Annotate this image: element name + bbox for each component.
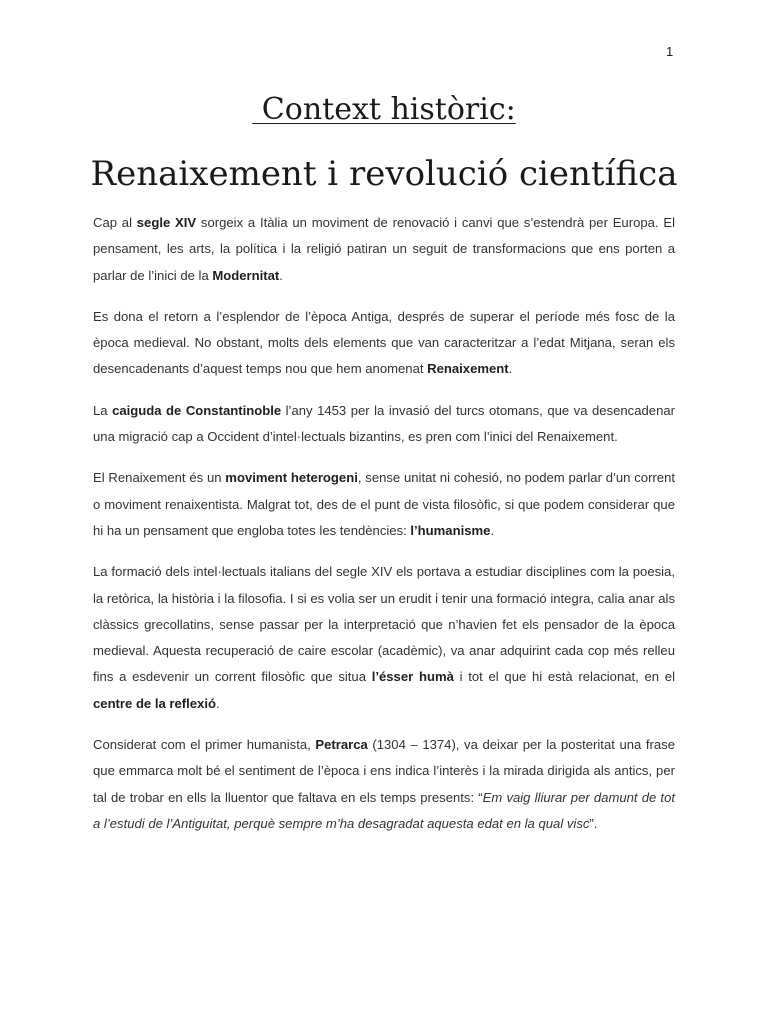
text-run: Es dona el retorn a l’esplendor de l’època Antiga, després de superar el període més fosc de la època medieval. No obstant, molts dels elements que van caracteritzar a l’edat Mitjana, seran els desencadenants d’aquest temps nou que hem anomenat [93,308,675,377]
bold-term: Renaixement [427,361,509,377]
text-run: (1304 – 1374), va deixar per la posteritat una frase que emmarca molt bé el sentiment de l’època i ens indica l’interès i la mirada dirigida als antics, per tal de trobar en ells la lluentor que faltava en els temps presents: “ [93,737,675,805]
body-text [93,210,675,852]
bold-term: l’humanisme [410,522,491,538]
text-run: La [93,402,113,418]
text-run: La formació dels intel·lectuals italians del segle XIV els portava a estudiar disciplines com la poesia, la retòrica, la història i la filosofia. I si es volia ser un erudit i tenir una formació integra, calia anar als clàssics grecollatins, sense passar per la interpretació que n’havien fet els pensador de la època medieval. Aquesta recuperació de caire escolar (acadèmic), va anar adquirint cada cop més relleu fins a esdevenir un corrent filosòfic que situa [93,564,675,685]
text-run: El Renaixement és un [93,470,226,486]
paragraph-1 [93,210,675,289]
bold-term: centre de la reflexió [93,695,216,711]
paragraph-2 [93,304,675,383]
text-run: . [216,695,220,711]
text-run: . [508,361,513,377]
paragraph-3 [93,398,675,451]
bold-term: moviment heterogeni [225,470,358,486]
text-run: . [490,522,495,538]
paragraph-6 [93,732,675,837]
text-run: ”. [589,815,598,831]
page-number: 1 [666,44,674,59]
paragraph-4 [93,465,675,544]
document-subtitle: Renaixement i revolució científica [90,154,678,194]
text-run: i tot el que hi està relacionat, en el [453,669,676,685]
text-run: Considerat com el primer humanista, [93,737,316,753]
text-run: sorgeix a Itàlia un moviment de renovació i canvi que s’estendrà per Europa. El pensament, les arts, la política i la religió patiran un seguit de transformacions que ens porten a parlar de l’inici de la [93,215,675,283]
italic-quote: Em vaig lliurar per damunt de tot a l’estudi de l’Antiguitat, perquè sempre m’ha desagradat aquesta edat en la qual visc [93,789,675,831]
bold-term: Modernitat [212,267,280,283]
document-title: Context històric: [252,92,516,127]
text-run: l’any 1453 per la invasió del turcs otomans, que va desencadenar una migració cap a Occident d’intel·lectuals bizantins, es pren com l’inici del Renaixement. [93,402,676,445]
bold-term: l’ésser humà [371,669,454,685]
bold-term: segle XIV [136,215,197,230]
text-run: Cap al [93,215,137,230]
bold-term: Petrarca [315,737,368,753]
text-run: . [279,267,283,283]
paragraph-5 [93,559,675,717]
text-run: , sense unitat ni cohesió, no podem parlar d’un corrent o moviment renaixentista. Malgrat tot, des de el punt de vista filosòfic, si que podem considerar que hi ha un pensament que engloba totes les tendències: [93,470,675,538]
bold-term: caiguda de Constantinoble [112,402,282,418]
